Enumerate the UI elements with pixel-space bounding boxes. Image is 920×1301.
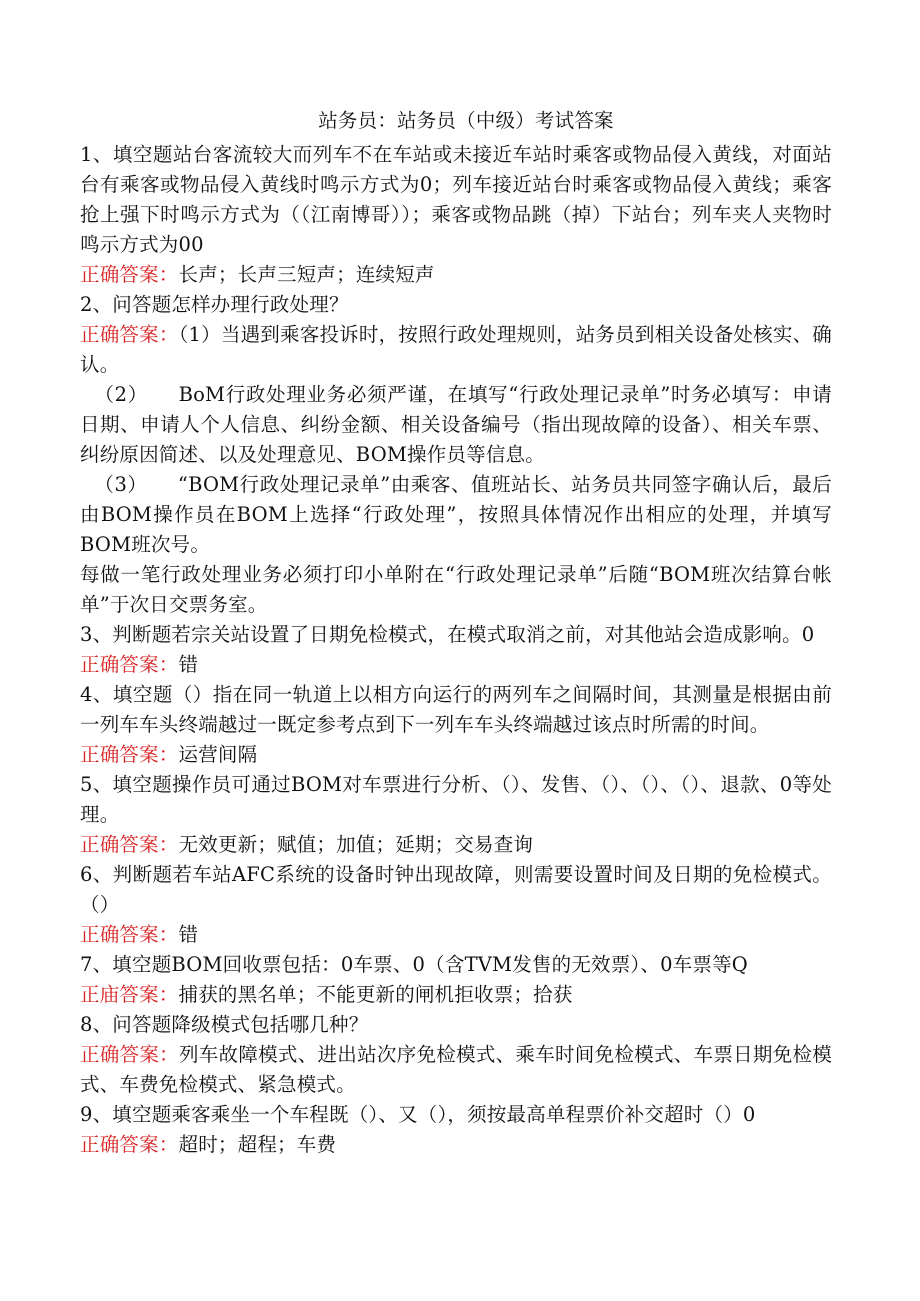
answer-label: 正确答案： bbox=[80, 323, 179, 346]
qa-item-4 bbox=[80, 680, 832, 770]
qa-item-3 bbox=[80, 620, 832, 680]
qa-item-8 bbox=[80, 1010, 832, 1100]
answer-text: 运营间隔 bbox=[178, 743, 258, 766]
answer-text: 错 bbox=[178, 653, 199, 676]
qa-item-1 bbox=[80, 140, 832, 290]
answer-label: 正确答案： bbox=[80, 743, 179, 766]
question-6: 6、判断题若车站AFC系统的设备时钟出现故障，则需要设置时间及日期的免检模式。（） bbox=[80, 863, 832, 916]
answer-4 bbox=[80, 740, 832, 770]
answer-label: 正确答案： bbox=[80, 653, 179, 676]
answer-8 bbox=[80, 1040, 832, 1100]
answer-text: 长声；长声三短声；连续短声 bbox=[178, 263, 435, 286]
answer-label: 正庙答案： bbox=[80, 983, 179, 1006]
answer-text: 错 bbox=[178, 923, 199, 946]
answer-text: 超时；超程；车费 bbox=[178, 1133, 337, 1156]
qa-item-9 bbox=[80, 1100, 832, 1160]
qa-item-6 bbox=[80, 860, 832, 950]
question-4: 4、填空题（）指在同一轨道上以相方向运行的两列车之间隔时间，其测量是根据由前一列车车头终端越过一既定参考点到下一列车车头终端越过该点时所需的时间。 bbox=[80, 683, 832, 736]
answer-label: 正确答案： bbox=[80, 1043, 179, 1066]
answer-label: 正确答案： bbox=[80, 923, 179, 946]
question-3: 3、判断题若宗关站设置了日期免检模式，在模式取消之前，对其他站会造成影响。0 bbox=[80, 623, 815, 646]
answer-5 bbox=[80, 830, 832, 860]
question-9: 9、填空题乘客乘坐一个车程既（）、又（），须按最高单程票价补交超时（）0 bbox=[80, 1103, 756, 1126]
question-1: 1、填空题站台客流较大而列车不在车站或未接近车站时乘客或物品侵入黄线，对面站台有乘客或物品侵入黄线时鸣示方式为0；列车接近站台时乘客或物品侵入黄线；乘客抢上强下时鸣示方式为（（江南博哥））；乘客或物品跳（掉）下站台；列车夹人夹物时鸣示方式为00 bbox=[80, 143, 832, 256]
document-page bbox=[80, 106, 832, 1160]
answer-label: 正确答案： bbox=[80, 1133, 179, 1156]
answer-3 bbox=[80, 650, 832, 680]
answer-label: 正确答案： bbox=[80, 833, 179, 856]
qa-item-5 bbox=[80, 770, 832, 860]
qa-item-7 bbox=[80, 950, 832, 1010]
question-5: 5、填空题操作员可通过BOM对车票进行分析、（）、发售、（）、（）、（）、退款、0等处理。 bbox=[80, 773, 832, 826]
answer-text: 列车故障模式、进出站次序免检模式、乘车时间免检模式、车票日期免检模式、车费免检模式、紧急模式。 bbox=[80, 1043, 832, 1096]
answer-1 bbox=[80, 260, 832, 290]
answer-9 bbox=[80, 1130, 832, 1160]
question-8: 8、问答题降级模式包括哪几种？ bbox=[80, 1013, 369, 1036]
answer-6 bbox=[80, 920, 832, 950]
answer-label: 正确答案： bbox=[80, 263, 179, 286]
qa-item-2 bbox=[80, 290, 832, 620]
document-title: 站务员：站务员（中级）考试答案 bbox=[318, 109, 614, 132]
answer-text: （1）当遇到乘客投诉时，按照行政处理规则，站务员到相关设备处核实、确认。 bbox=[80, 323, 832, 376]
answer-2-paragraph-3: （3） “BOM行政处理记录单”由乘客、值班站长、站务员共同签字确认后，最后由BOM操作员在BOM上选择“行政处理”，按照具体情况作出相应的处理，并填写BOM班次号。 bbox=[80, 473, 832, 556]
answer-7 bbox=[80, 980, 832, 1010]
answer-text: 捕获的黑名单；不能更新的闸机拒收票；拾获 bbox=[178, 983, 573, 1006]
answer-text: 无效更新；赋值；加值；延期；交易查询 bbox=[178, 833, 534, 856]
question-2: 2、问答题怎样办理行政处理？ bbox=[80, 293, 349, 316]
answer-2-paragraph-2: （2） BoM行政处理业务必须严谨，在填写“行政处理记录单”时务必填写：申请日期、申请人个人信息、纠纷金额、相关设备编号（指出现故障的设备）、相关车票、纠纷原因简述、以及处理意见、BOM操作员等信息。 bbox=[80, 383, 832, 466]
answer-2 bbox=[80, 320, 832, 380]
answer-2-paragraph-4: 每做一笔行政处理业务必须打印小单附在“行政处理记录单”后随“BOM班次结算台帐单”于次日交票务室。 bbox=[80, 563, 832, 616]
question-7: 7、填空题BOM回收票包括：0车票、0（含TVM发售的无效票）、0车票等Q bbox=[80, 953, 748, 976]
